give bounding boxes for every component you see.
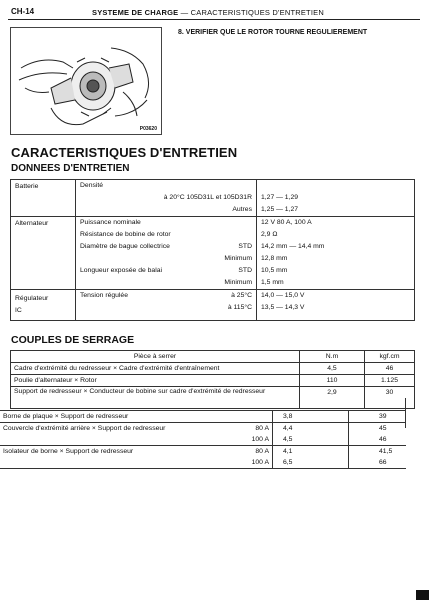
brush-min-label: Minimum <box>224 279 252 286</box>
battery-value-2: 1,25 — 1,27 <box>261 206 299 213</box>
alternator-specs <box>76 217 257 290</box>
alternator-row <box>11 217 415 290</box>
torque-kgf: 45 <box>379 425 387 432</box>
regulator-specs <box>76 290 257 321</box>
torque-nm: 6,5 <box>273 457 349 469</box>
header-title-main: SYSTEME DE CHARGE <box>92 8 179 17</box>
rotor-resistance-label: Résistance de bobine de rotor <box>80 231 171 238</box>
table-row <box>0 446 406 458</box>
figure-code: P03620 <box>139 126 157 132</box>
regulator-cond-2: à 115°C <box>227 304 252 311</box>
torque-part: Borne de plaque × Support de redresseur <box>0 411 244 423</box>
header-title-separator: — <box>180 8 189 17</box>
torque-part: Support de redresseur × Conducteur de bobine sur cadre d'extrémité de redresseur <box>11 387 300 409</box>
torque-header-part: Pièce à serrer <box>11 351 300 363</box>
regulator-cond-1: à 25°C <box>231 292 252 299</box>
torque-part: Poulie d'alternateur × Rotor <box>11 375 300 387</box>
torque-kgf: 46 <box>349 434 407 446</box>
regulator-label <box>11 290 76 321</box>
torque-table <box>10 350 415 409</box>
brush-min-value: 1,5 mm <box>261 279 284 286</box>
variant-80a: 80 A <box>244 446 273 458</box>
torque-part: Cadre d'extrémité du redresseur × Cadre d'extrémité d'entraînement <box>11 363 300 375</box>
header-rule <box>8 19 420 20</box>
battery-cond-2: Autres <box>232 206 252 213</box>
table-row <box>0 411 406 423</box>
battery-density-label: Densité <box>80 182 104 189</box>
slip-ring-min-label: Minimum <box>224 255 252 262</box>
rotor-illustration <box>10 27 162 135</box>
torque-kgf: 1.125 <box>365 375 415 387</box>
regulated-voltage-label: Tension régulée <box>80 292 128 299</box>
header-title-rest: CARACTERISTIQUES D'ENTRETIEN <box>190 8 324 17</box>
slip-ring-label: Diamètre de bague collectrice <box>80 243 170 250</box>
torque-table-continued <box>0 410 406 469</box>
torque-header-row <box>11 351 415 363</box>
alternator-label: Alternateur <box>11 217 76 290</box>
maintenance-data-table <box>10 179 415 321</box>
battery-values <box>257 180 415 217</box>
battery-cond-1: à 20°C 105D31L et 105D31R <box>163 194 252 201</box>
alternator-rotor-check-illustration-icon <box>11 28 163 136</box>
page-header-title <box>92 8 324 17</box>
torque-nm: 110 <box>300 375 365 387</box>
brush-std-value: 10,5 mm <box>261 267 288 274</box>
torque-nm: 4,4 <box>273 423 349 435</box>
variant-100a: 100 A <box>244 457 273 469</box>
alternator-values <box>257 217 415 290</box>
table-row <box>0 457 406 469</box>
page-number: CH-14 <box>11 7 35 16</box>
table-row <box>11 387 415 409</box>
torque-kgf: 46 <box>365 363 415 375</box>
regulator-label-2: IC <box>15 307 22 314</box>
torque-header-kgf: kgf.cm <box>365 351 415 363</box>
procedure-step: 8. VERIFIER QUE LE ROTOR TOURNE REGULIEREMENT <box>178 29 368 36</box>
battery-value-1: 1,27 — 1,29 <box>261 194 299 201</box>
regulator-value-2: 13,5 — 14,3 V <box>261 304 305 311</box>
rotor-resistance-value: 2,9 Ω <box>261 231 278 238</box>
torque-nm: 3,8 <box>273 411 349 423</box>
battery-label: Batterie <box>11 180 76 217</box>
regulator-label-1: Régulateur <box>15 295 49 302</box>
battery-row <box>11 180 415 217</box>
scan-corner-mark <box>416 590 429 600</box>
variant-80a: 80 A <box>244 423 273 435</box>
torque-kgf: 30 <box>365 387 415 409</box>
torque-kgf: 41,5 <box>379 448 393 455</box>
torque-nm: 2,9 <box>300 387 365 409</box>
slip-ring-min-value: 12,8 mm <box>261 255 288 262</box>
table-row <box>11 375 415 387</box>
torque-part: Couvercle d'extrémité arrière × Support de redresseur <box>3 425 166 432</box>
variant-100a: 100 A <box>244 434 273 446</box>
regulator-values <box>257 290 415 321</box>
section-title: CARACTERISTIQUES D'ENTRETIEN <box>11 145 238 160</box>
torque-kgf: 66 <box>349 457 407 469</box>
table-row <box>11 363 415 375</box>
rated-output-label: Puissance nominale <box>80 219 141 226</box>
torque-header-nm: N.m <box>300 351 365 363</box>
rated-output-value: 12 V 80 A, 100 A <box>261 219 312 226</box>
torque-part: Isolateur de borne × Support de redresseur <box>3 448 134 455</box>
subsection-title: DONNEES D'ENTRETIEN <box>11 163 130 174</box>
brush-std-label: STD <box>238 267 252 274</box>
table-row <box>0 423 406 435</box>
torque-kgf: 39 <box>349 411 407 423</box>
torque-nm: 4,5 <box>300 363 365 375</box>
torque-nm: 4,5 <box>273 434 349 446</box>
slip-ring-std-label: STD <box>238 243 252 250</box>
table-row <box>0 434 406 446</box>
brush-length-label: Longueur exposée de balai <box>80 267 163 274</box>
regulator-row <box>11 290 415 321</box>
torque-section-title: COUPLES DE SERRAGE <box>11 334 135 346</box>
torque-nm: 4,1 <box>273 446 349 458</box>
battery-specs <box>76 180 257 217</box>
slip-ring-std-value: 14,2 mm — 14,4 mm <box>261 243 325 250</box>
regulator-value-1: 14,0 — 15,0 V <box>261 292 305 299</box>
